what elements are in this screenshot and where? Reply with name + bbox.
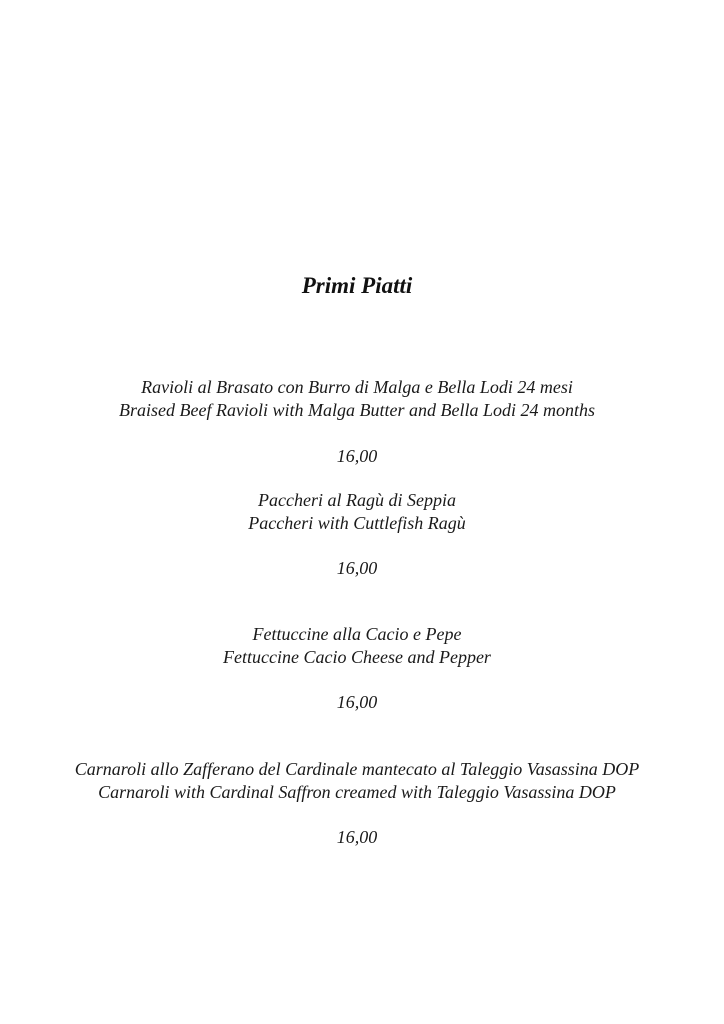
menu-item-2-name-it: Paccheri al Ragù di Seppia bbox=[258, 490, 456, 510]
menu-item-4-name-en: Carnaroli with Cardinal Saffron creamed with Taleggio Vasassina DOP bbox=[98, 782, 616, 802]
menu-item-3-price: 16,00 bbox=[336, 692, 378, 712]
menu-item-2-price: 16,00 bbox=[336, 558, 378, 578]
menu-item-1-name-en: Braised Beef Ravioli with Malga Butter and Bella Lodi 24 months bbox=[119, 400, 595, 420]
menu-item-1-price: 16,00 bbox=[336, 446, 378, 466]
menu-item-2-name-en: Paccheri with Cuttlefish Ragù bbox=[248, 513, 466, 533]
menu-item-1-name-it: Ravioli al Brasato con Burro di Malga e Bella Lodi 24 mesi bbox=[141, 377, 573, 397]
menu-item-3-name-en: Fettuccine Cacio Cheese and Pepper bbox=[223, 647, 491, 667]
section-title: Primi Piatti bbox=[301, 273, 413, 298]
menu-item-4-name-it: Carnaroli allo Zafferano del Cardinale mantecato al Taleggio Vasassina DOP bbox=[74, 759, 640, 779]
menu-item-3-name-it: Fettuccine alla Cacio e Pepe bbox=[252, 624, 462, 644]
menu-item-4-price: 16,00 bbox=[336, 827, 378, 847]
